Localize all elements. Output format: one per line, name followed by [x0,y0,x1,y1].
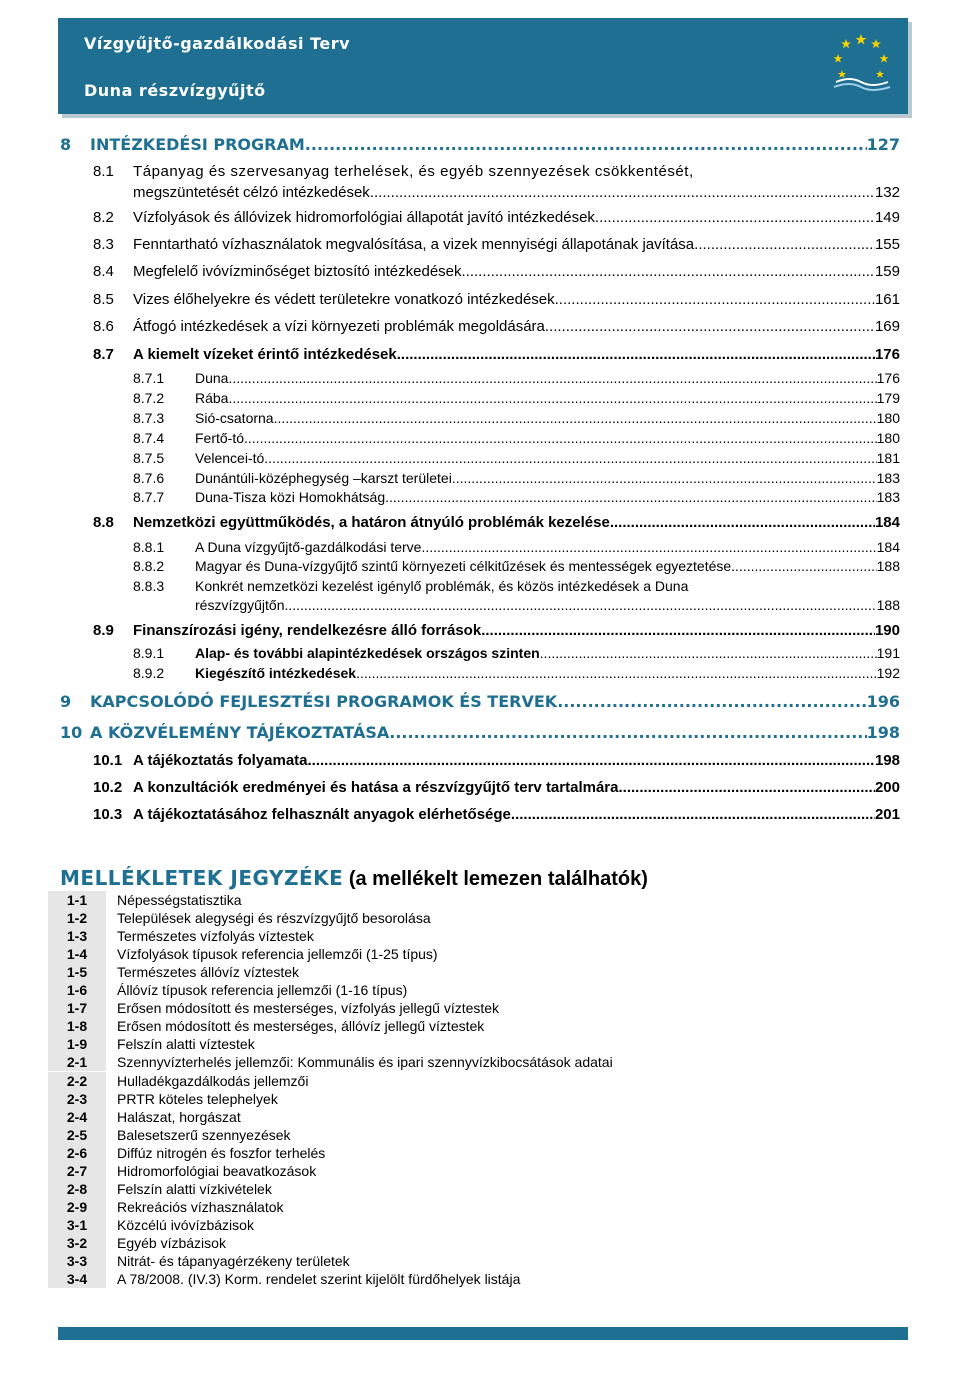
annex-item[interactable] [48,1072,308,1090]
annex-item-code: 2-7 [48,1162,106,1180]
annex-item-code: 1-6 [48,981,106,999]
annex-item[interactable] [48,1053,613,1071]
toc-entry-8-8-3[interactable]: részvízgyűjtőn ..... 188 [195,597,900,613]
annex-item[interactable] [48,963,299,981]
annex-item-code: 2-5 [48,1126,106,1144]
annex-item[interactable] [48,1162,316,1180]
toc-entry-8-8-2[interactable]: 8.8.2 Magyar és Duna-vízgyűjtő szintű környezeti célkitűzések és mentességek egyeztetése ..... 188 [133,558,900,574]
annex-item-label: Települések alegységi és részvízgyűjtő besorolása [117,910,431,927]
annex-item-code: 3-3 [48,1252,106,1270]
annex-item[interactable] [48,1270,520,1288]
toc-entry-8[interactable]: 8 INTÉZKEDÉSI PROGRAM ..... 127 [60,135,900,154]
annex-item-code: 1-3 [48,927,106,945]
toc-entry-8-7[interactable]: 8.7 A kiemelt vízeket érintő intézkedések ..... 176 [93,346,900,363]
annex-item-label: Vízfolyások típusok referencia jellemzői (1-25 típus) [117,946,438,963]
annex-item[interactable] [48,1144,325,1162]
annex-item-label: Erősen módosított és mesterséges, állóvíz jellegű víztestek [117,1018,485,1035]
annex-item-label: Természetes vízfolyás víztestek [117,928,314,945]
toc-entry-10-1[interactable]: 10.1 A tájékoztatás folyamata ..... 198 [93,752,900,769]
annex-item-code: 3-2 [48,1234,106,1252]
annex-item-label: Felszín alatti víztestek [117,1036,255,1053]
annex-item[interactable] [48,1017,484,1035]
annex-item-code: 2-6 [48,1144,106,1162]
annex-item[interactable] [48,1090,278,1108]
annex-heading [60,866,648,891]
annex-item[interactable] [48,981,407,999]
annex-item-label: Halászat, horgászat [117,1108,241,1125]
annex-item[interactable] [48,1180,272,1198]
annex-item-code: 3-1 [48,1216,106,1234]
toc-entry-8-6[interactable]: 8.6 Átfogó intézkedések a vízi környezeti problémák megoldására ..... 169 [93,318,900,335]
annex-item-label: Szennyvízterhelés jellemzői: Kommunális és ipari szennyvízkibocsátások adatai [117,1054,613,1071]
annex-item-code: 2-9 [48,1198,106,1216]
annex-item-label: Diffúz nitrogén és foszfor terhelés [117,1144,326,1161]
annex-heading-caps: MELLÉKLETEK JEGYZÉKE [60,866,344,890]
annex-item-label: Egyéb vízbázisok [117,1234,226,1251]
toc-entry-8-2[interactable]: 8.2 Vízfolyások és állóvizek hidromorfológiai állapotát javító intézkedések ..... 149 [93,209,900,226]
annex-item[interactable] [48,1252,350,1270]
annex-item[interactable] [48,1216,254,1234]
annex-item[interactable] [48,1035,255,1053]
annex-item-code: 1-7 [48,999,106,1017]
annex-item-label: Népességstatisztika [117,892,242,908]
annex-item-label: PRTR köteles telephelyek [117,1090,278,1107]
annex-item[interactable] [48,1234,226,1252]
toc-entry-8-8-3-line1[interactable]: 8.8.3 Konkrét nemzetközi kezelést igénylő problémák, és közös intézkedések a Duna [133,578,689,594]
annex-item[interactable] [48,909,431,927]
toc-entry-8-9-1[interactable]: 8.9.1 Alap- és további alapintézkedések országos szinten ..... 191 [133,645,900,661]
toc-entry-10[interactable]: 10 A KÖZVÉLEMÉNY TÁJÉKOZTATÁSA ..... 198 [60,723,900,742]
toc-entry-8-4[interactable]: 8.4 Megfelelő ivóvízminőséget biztosító intézkedések ..... 159 [93,263,900,280]
toc-entry-9[interactable]: 9 KAPCSOLÓDÓ FEJLESZTÉSI PROGRAMOK ÉS TERVEK ..... 196 [60,692,900,711]
toc-entry-8-7-7[interactable]: 8.7.7 Duna-Tisza közi Homokhátság ..... 183 [133,489,900,505]
document-title: Vízgyűjtő-gazdálkodási Terv [84,34,351,53]
annex-item-label: Balesetszerű szennyezések [117,1126,291,1143]
annex-item[interactable] [48,927,314,945]
annex-item-code: 1-1 [48,891,106,909]
annex-item-code: 1-9 [48,1035,106,1053]
annex-item-code: 2-8 [48,1180,106,1198]
annex-heading-note: (a mellékelt lemezen találhatók) [348,868,648,890]
toc-entry-8-1[interactable]: megszüntetését célzó intézkedések ..... 132 [133,184,900,201]
annex-item-label: A 78/2008. (IV.3) Korm. rendelet szerint kijelölt fürdőhelyek listája [117,1271,521,1288]
eu-stars-logo-icon [830,30,892,92]
annex-item-label: Állóvíz típusok referencia jellemzői (1-16 típus) [117,982,408,999]
annex-item[interactable] [48,1126,291,1144]
toc-entry-8-1-line1[interactable]: 8.1 Tápanyag és szervesanyag terhelések, és egyéb szennyezések csökkentését, [93,163,694,180]
toc-entry-8-5[interactable]: 8.5 Vizes élőhelyekre és védett területekre vonatkozó intézkedések ..... 161 [93,291,900,308]
annex-item-code: 1-8 [48,1017,106,1035]
annex-item-code: 2-2 [48,1072,106,1090]
annex-item-label: Erősen módosított és mesterséges, vízfolyás jellegű víztestek [117,1000,500,1017]
toc-entry-8-8[interactable]: 8.8 Nemzetközi együttműködés, a határon átnyúló problémák kezelése ..... 184 [93,514,900,531]
annex-item-code: 2-3 [48,1090,106,1108]
toc-entry-8-7-6[interactable]: 8.7.6 Dunántúli-középhegység –karszt területei ..... 183 [133,470,900,486]
annex-item-code: 2-4 [48,1108,106,1126]
toc-entry-8-7-3[interactable]: 8.7.3 Sió-csatorna ..... 180 [133,410,900,426]
annex-item[interactable] [48,891,242,909]
toc-entry-8-3[interactable]: 8.3 Fenntartható vízhasználatok megvalósítása, a vizek mennyiségi állapotának javítása ..... 155 [93,236,900,253]
annex-item-label: Felszín alatti vízkivételek [117,1180,272,1197]
document-subtitle: Duna részvízgyűjtő [84,81,266,100]
toc-entry-10-2[interactable]: 10.2 A konzultációk eredményei és hatása a részvízgyűjtő terv tartalmára ..... 200 [93,779,900,796]
toc-entry-8-7-1[interactable]: 8.7.1 Duna ..... 176 [133,370,900,386]
page-header [58,18,908,114]
toc-entry-8-9[interactable]: 8.9 Finanszírozási igény, rendelkezésre álló források ..... 190 [93,622,900,639]
toc-entry-8-7-4[interactable]: 8.7.4 Fertő-tó ..... 180 [133,430,900,446]
annex-item-label: Természetes állóvíz víztestek [117,964,300,981]
toc-entry-8-7-2[interactable]: 8.7.2 Rába ..... 179 [133,390,900,406]
annex-item-code: 1-4 [48,945,106,963]
annex-item-label: Nitrát- és tápanyagérzékeny területek [117,1253,350,1269]
annex-item-code: 1-5 [48,963,106,981]
annex-item[interactable] [48,945,438,963]
footer-bar [58,1327,908,1340]
annex-item[interactable] [48,999,499,1017]
annex-item-label: Közcélú ivóvízbázisok [117,1216,254,1233]
annex-item-label: Hidromorfológiai beavatkozások [117,1162,317,1179]
annex-item-label: Rekreációs vízhasználatok [117,1198,284,1215]
toc-entry-8-9-2[interactable]: 8.9.2 Kiegészítő intézkedések ..... 192 [133,665,900,681]
toc-entry-10-3[interactable]: 10.3 A tájékoztatásához felhasznált anyagok elérhetősége ..... 201 [93,806,900,823]
annex-item-label: Hulladékgazdálkodás jellemzői [117,1072,309,1089]
toc-entry-8-7-5[interactable]: 8.7.5 Velencei-tó ..... 181 [133,450,900,466]
toc-entry-8-8-1[interactable]: 8.8.1 A Duna vízgyűjtő-gazdálkodási terve ..... 184 [133,539,900,555]
annex-item[interactable] [48,1108,241,1126]
annex-item-code: 3-4 [48,1270,106,1288]
annex-item-code: 2-1 [48,1053,106,1071]
annex-item-code: 1-2 [48,909,106,927]
annex-item[interactable] [48,1198,284,1216]
